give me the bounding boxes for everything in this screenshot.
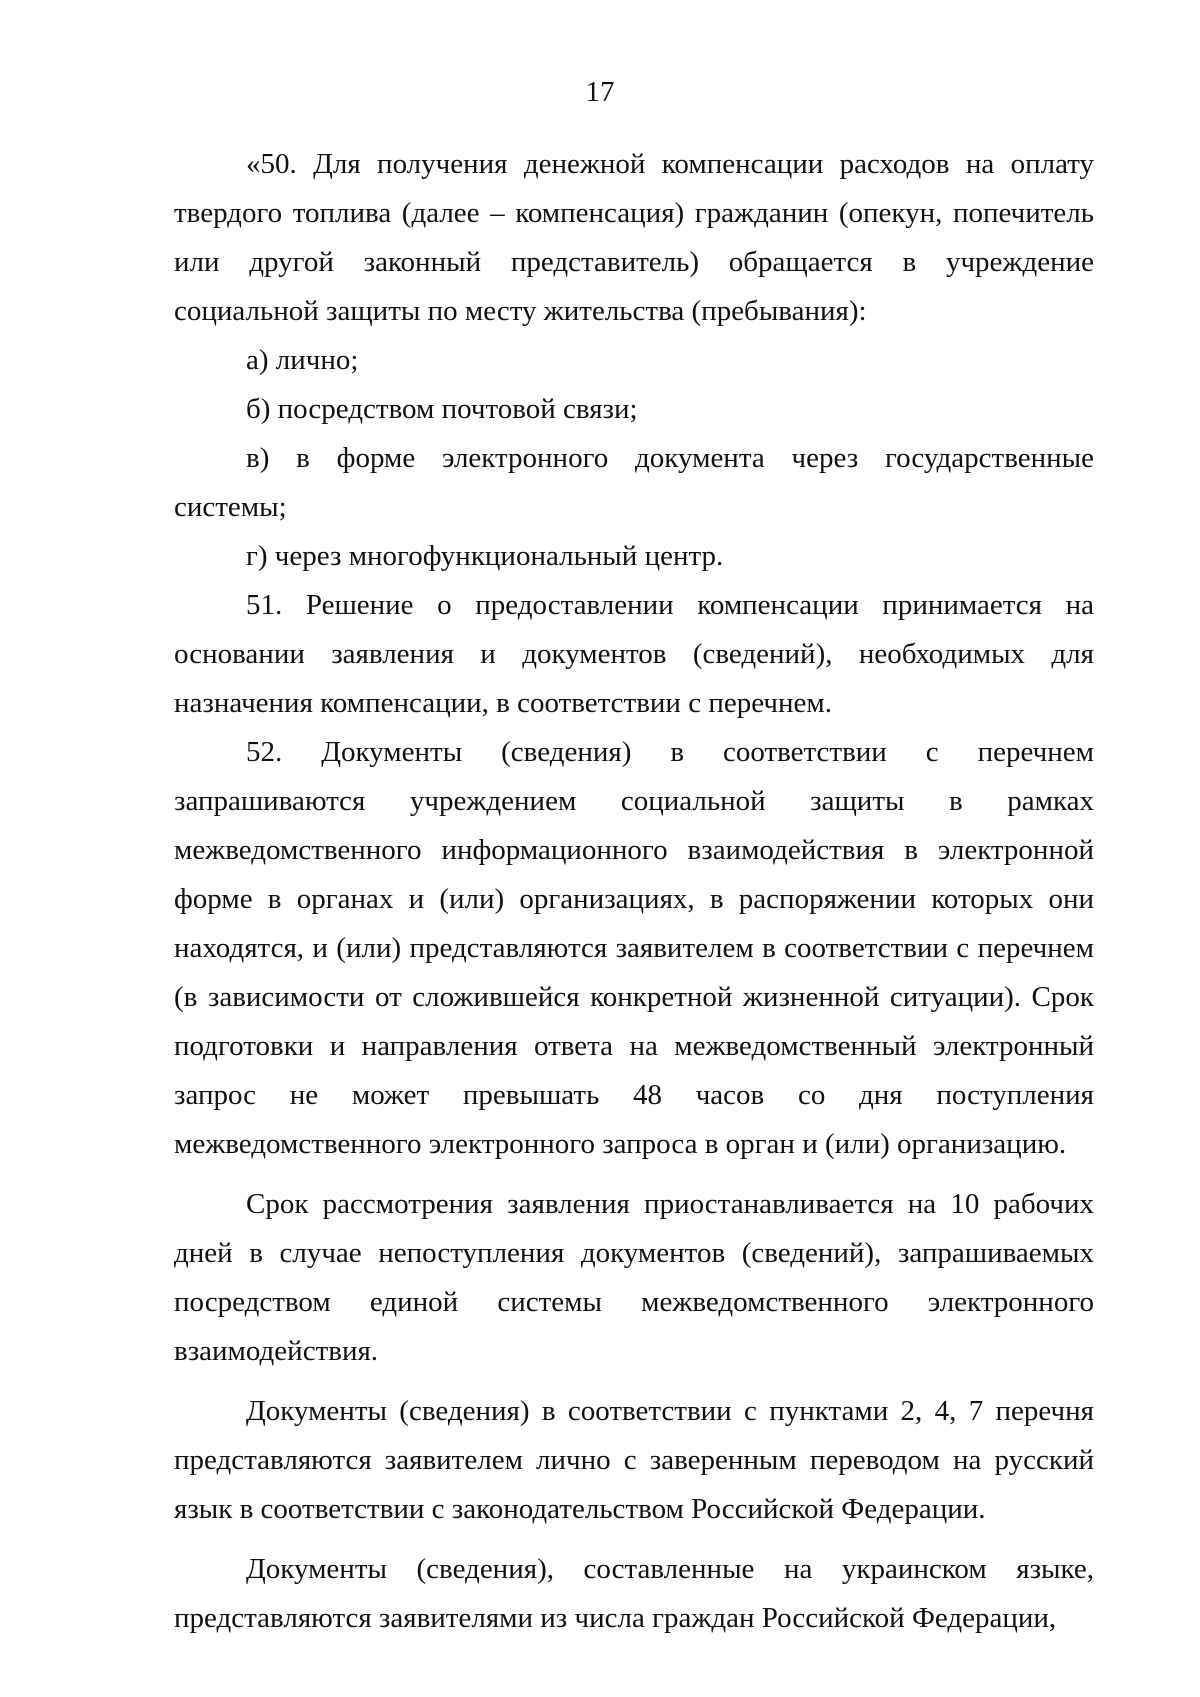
list-item-g: г) через многофункциональный центр. <box>246 540 724 572</box>
paragraph-suspension: Срок рассмотрения заявления приостанавливается на 10 рабочих дней в случае непоступления документов (сведений), запрашиваемых посредством единой системы межведомственного электронного взаимодействия. <box>174 1188 1094 1367</box>
paragraph-50: «50. Для получения денежной компенсации расходов на оплату твердого топлива (далее – компенсация) гражданин (опекун, попечитель или другой законный представитель) обращается в учреждение социальной защиты по месту жительства (пребывания): <box>174 148 1094 327</box>
list-item-b: б) посредством почтовой связи; <box>246 393 638 425</box>
list-item-v: в) в форме электронного документа через государственные системы; <box>174 442 1094 523</box>
page-number: 17 <box>585 76 615 108</box>
paragraph-ukrainian: Документы (сведения), составленные на украинском языке, представляются заявителями из числа граждан Российской Федерации, <box>174 1553 1094 1634</box>
list-item-a: а) лично; <box>246 344 359 376</box>
paragraph-translation: Документы (сведения) в соответствии с пунктами 2, 4, 7 перечня представляются заявителем лично с заверенным переводом на русский язык в соответствии с законодательством Российской Федерации. <box>174 1395 1094 1525</box>
document-body <box>174 140 1094 1643</box>
paragraph-52: 52. Документы (сведения) в соответствии с перечнем запрашиваются учреждением социальной защиты в рамках межведомственного информационного взаимодействия в электронной форме в органах и (или) организациях, в распоряжении которых они находятся, и (или) представляются заявителем в соответствии с перечнем (в зависимости от сложившейся конкретной жизненной ситуации). Срок подготовки и направления ответа на межведомственный электронный запрос не может превышать 48 часов со дня поступления межведомственного электронного запроса в орган и (или) организацию. <box>174 736 1094 1160</box>
paragraph-51: 51. Решение о предоставлении компенсации принимается на основании заявления и документов (сведений), необходимых для назначения компенсации, в соответствии с перечнем. <box>174 589 1094 719</box>
